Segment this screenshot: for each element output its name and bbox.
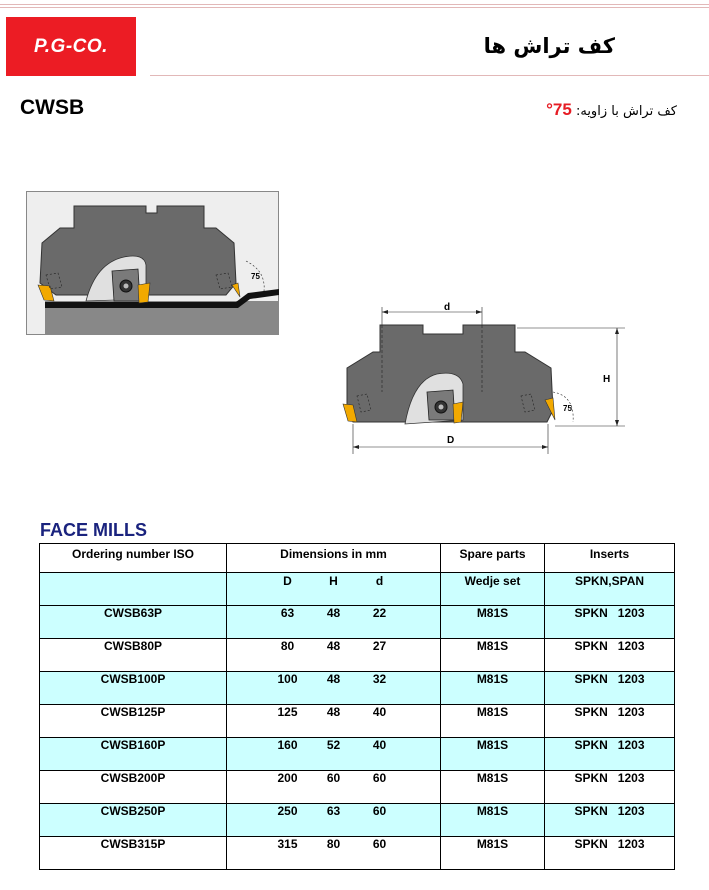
subheader-spare: Wedje set — [441, 573, 545, 606]
cell-insert: SPKN 1203 — [545, 771, 675, 804]
header-dimensions: Dimensions in mm — [227, 544, 441, 573]
cell-H: 60 — [326, 771, 341, 785]
cell-insert: SPKN 1203 — [545, 837, 675, 870]
cell-code: CWSB100P — [40, 672, 227, 705]
cell-D: 63 — [280, 606, 295, 620]
cell-dims — [227, 738, 441, 771]
subheader-D: D — [283, 574, 292, 588]
cell-D: 160 — [277, 738, 298, 752]
angle-marker-2: 75 — [563, 404, 572, 413]
table-header-row — [40, 544, 675, 573]
cell-code: CWSB125P — [40, 705, 227, 738]
cell-d: 22 — [372, 606, 387, 620]
cell-insert: SPKN 1203 — [545, 639, 675, 672]
angle-marker-1: 75 — [251, 272, 260, 281]
cell-code: CWSB63P — [40, 606, 227, 639]
cell-H: 48 — [326, 672, 341, 686]
angle-line — [510, 100, 677, 120]
cell-spare: M81S — [441, 837, 545, 870]
cell-H: 52 — [326, 738, 341, 752]
cell-insert: SPKN 1203 — [545, 705, 675, 738]
cell-d: 60 — [372, 771, 387, 785]
cell-spare: M81S — [441, 804, 545, 837]
table-row — [40, 804, 675, 837]
table-row — [40, 837, 675, 870]
cell-D: 100 — [277, 672, 298, 686]
cell-dims — [227, 837, 441, 870]
cell-code: CWSB80P — [40, 639, 227, 672]
company-logo: P.G-CO. — [6, 17, 136, 76]
table-row — [40, 771, 675, 804]
cutter-dimension-diagram — [335, 292, 635, 460]
cell-D: 315 — [277, 837, 298, 851]
face-mills-table — [39, 543, 675, 870]
subheader-d: d — [375, 574, 384, 588]
angle-value: 75° — [546, 100, 572, 119]
table-row — [40, 738, 675, 771]
cell-d: 27 — [372, 639, 387, 653]
angle-label: کف تراش با زاویه: — [575, 104, 677, 119]
page-title-fa: کف تراش ها — [483, 34, 615, 58]
cell-H: 48 — [326, 705, 341, 719]
cell-H: 80 — [326, 837, 341, 851]
cell-D: 125 — [277, 705, 298, 719]
cell-insert: SPKN 1203 — [545, 672, 675, 705]
subheader-dims — [227, 573, 441, 606]
cell-D: 200 — [277, 771, 298, 785]
cell-d: 40 — [372, 705, 387, 719]
cell-insert: SPKN 1203 — [545, 606, 675, 639]
cell-dims — [227, 672, 441, 705]
cell-code: CWSB315P — [40, 837, 227, 870]
header-inserts: Inserts — [545, 544, 675, 573]
cell-code: CWSB250P — [40, 804, 227, 837]
table-row — [40, 705, 675, 738]
cell-H: 48 — [326, 639, 341, 653]
cell-insert: SPKN 1203 — [545, 804, 675, 837]
cell-spare: M81S — [441, 639, 545, 672]
product-code: CWSB — [20, 96, 85, 119]
table-title: FACE MILLS — [40, 520, 147, 540]
cell-dims — [227, 639, 441, 672]
cell-spare: M81S — [441, 738, 545, 771]
table-row — [40, 606, 675, 639]
cell-spare: M81S — [441, 672, 545, 705]
cell-D: 250 — [277, 804, 298, 818]
header-ordering: Ordering number ISO — [40, 544, 227, 573]
cell-dims — [227, 804, 441, 837]
cell-spare: M81S — [441, 771, 545, 804]
dim-d-label: d — [444, 302, 451, 313]
cell-dims — [227, 705, 441, 738]
cutter-operation-diagram — [26, 191, 279, 335]
cell-d: 60 — [372, 837, 387, 851]
cell-d: 40 — [372, 738, 387, 752]
cell-insert: SPKN 1203 — [545, 738, 675, 771]
cell-d: 32 — [372, 672, 387, 686]
table-subheader-row — [40, 573, 675, 606]
header-spare-parts: Spare parts — [441, 544, 545, 573]
cell-H: 63 — [326, 804, 341, 818]
table-row — [40, 672, 675, 705]
cell-d: 60 — [372, 804, 387, 818]
top-rule — [0, 4, 709, 8]
cell-H: 48 — [326, 606, 341, 620]
cell-code: CWSB160P — [40, 738, 227, 771]
cell-spare: M81S — [441, 606, 545, 639]
header-rule — [150, 75, 709, 76]
cell-D: 80 — [280, 639, 295, 653]
subheader-H: H — [329, 574, 338, 588]
cell-dims — [227, 771, 441, 804]
dim-H-label: H — [603, 374, 611, 385]
dim-D-label: D — [447, 435, 455, 446]
cell-code: CWSB200P — [40, 771, 227, 804]
cell-dims — [227, 606, 441, 639]
subheader-inserts: SPKN,SPAN — [545, 573, 675, 606]
table-row — [40, 639, 675, 672]
cell-spare: M81S — [441, 705, 545, 738]
subheader-empty — [40, 573, 227, 606]
